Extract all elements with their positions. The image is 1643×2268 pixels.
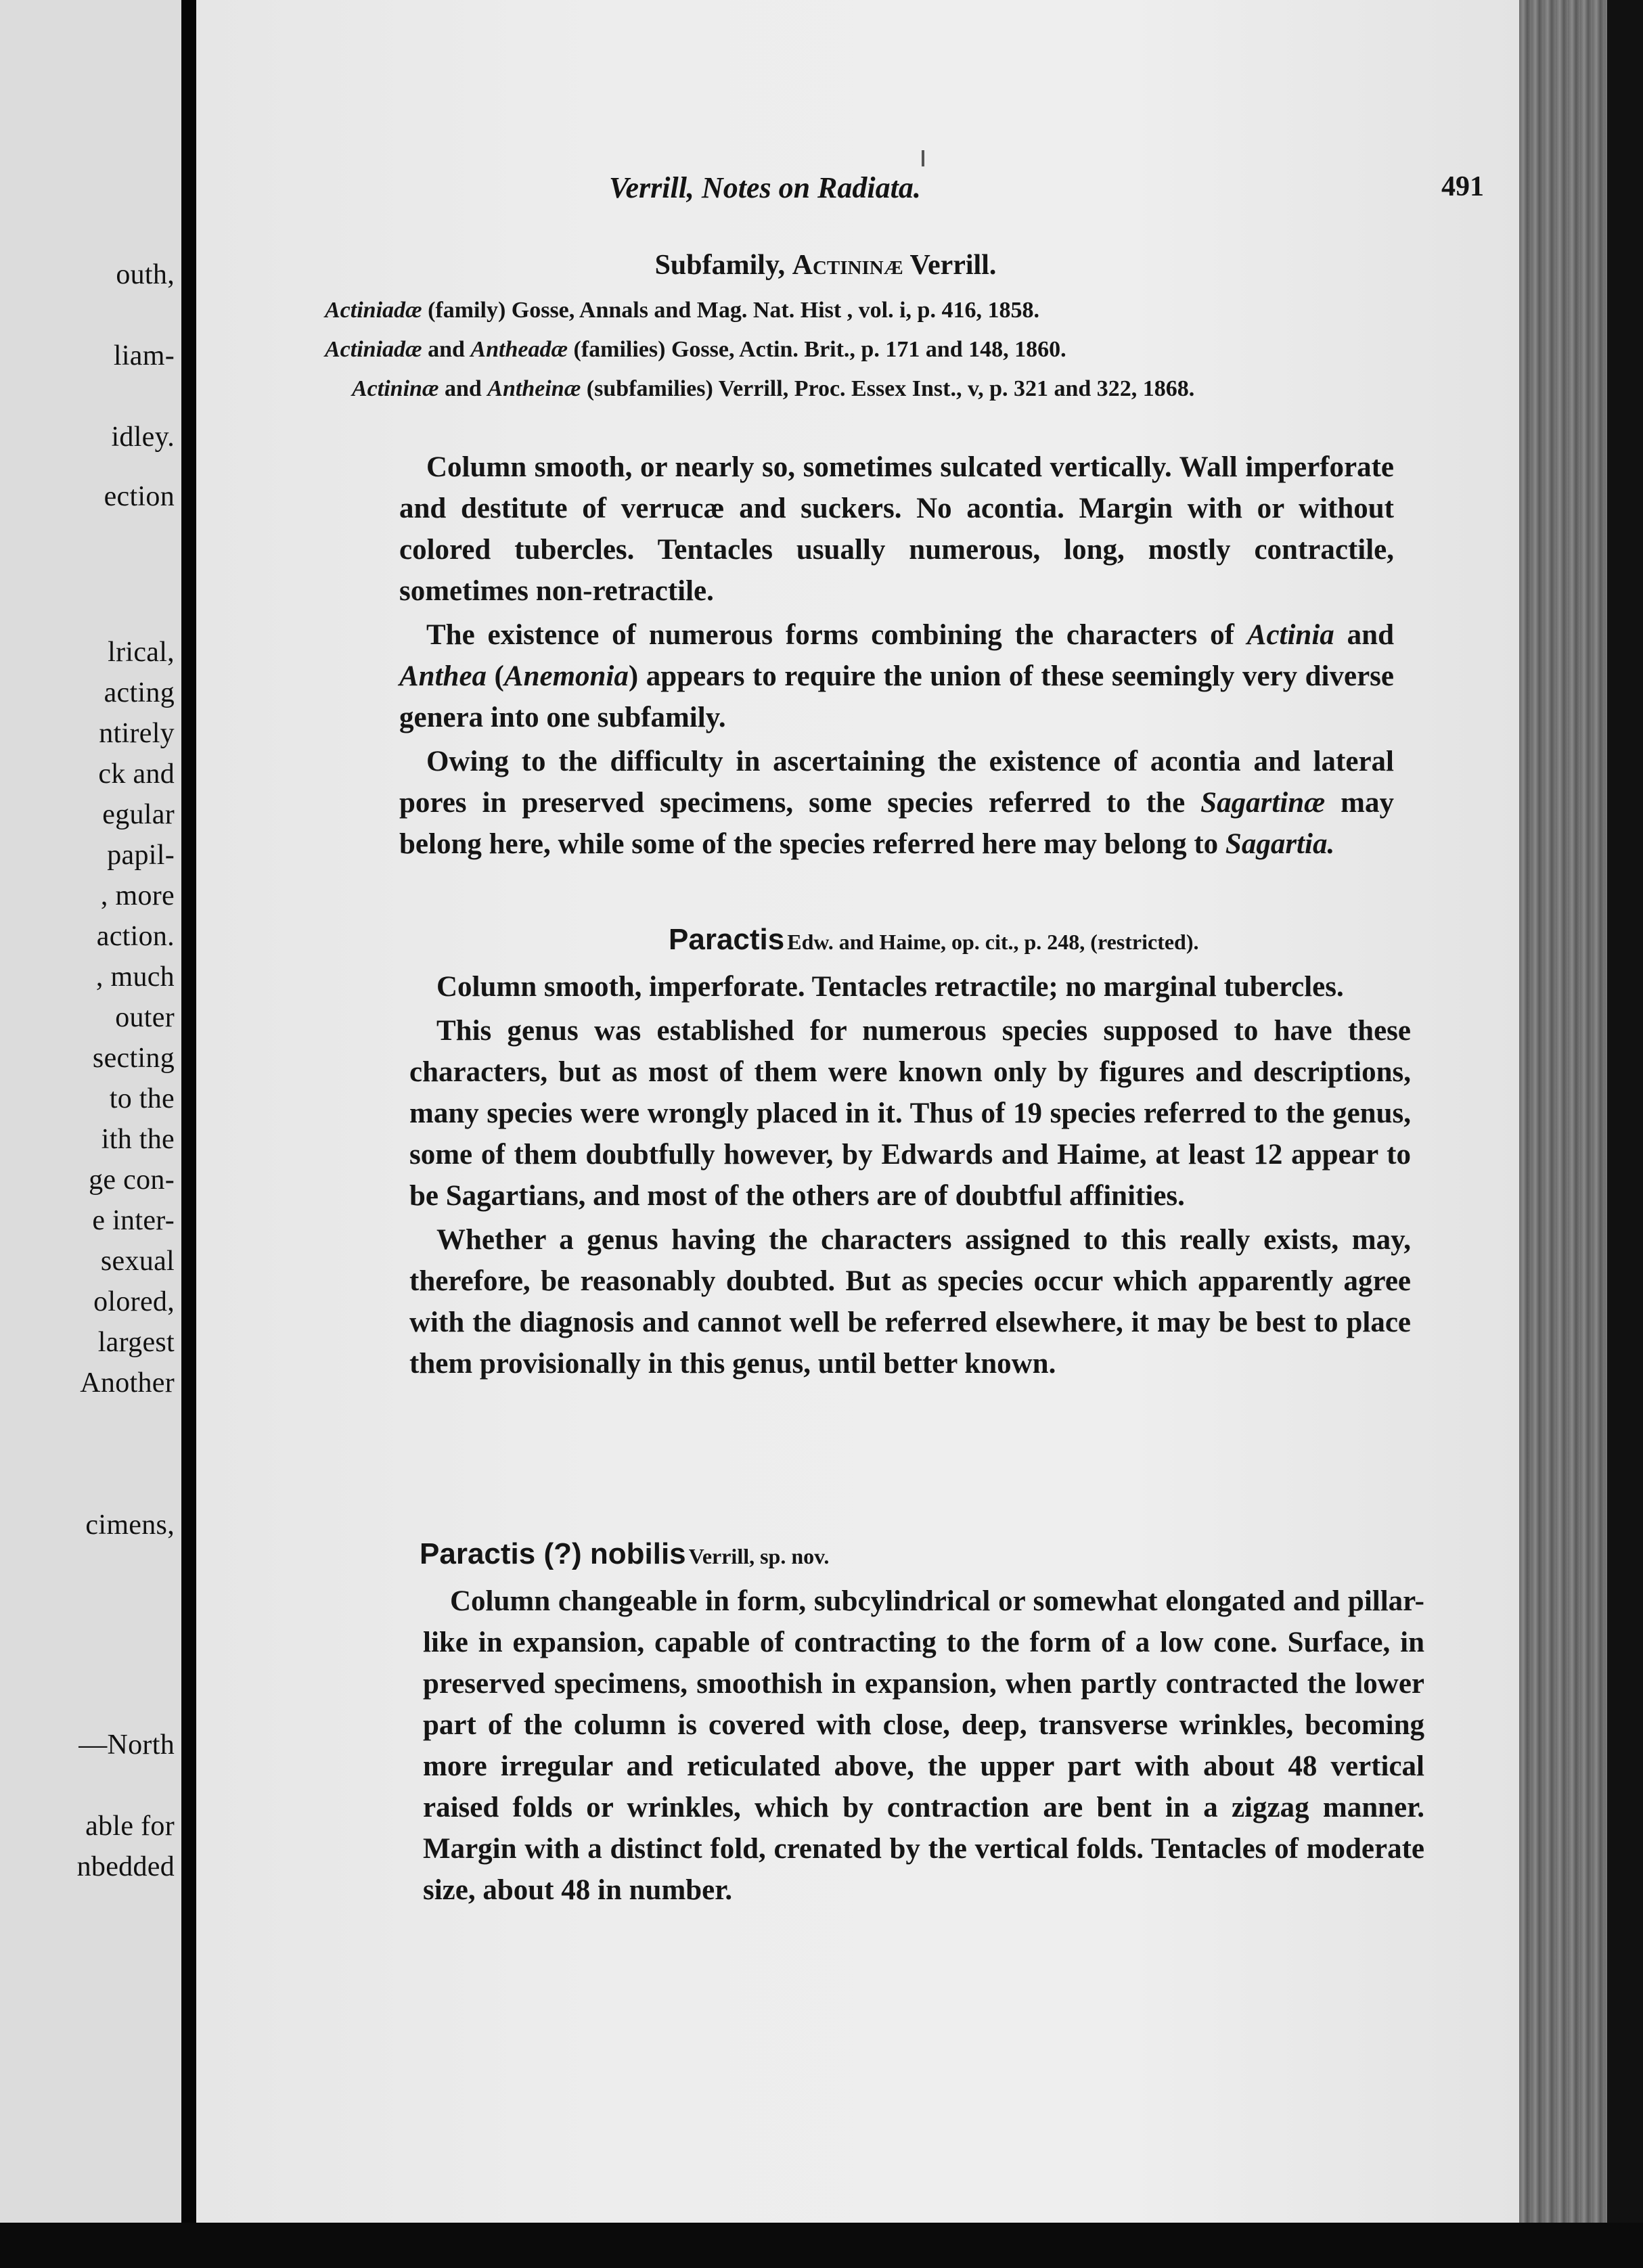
- genus-heading: [669, 923, 1413, 957]
- running-head-title: Verrill, Notes on Radiata.: [609, 171, 921, 204]
- paragraph: The existence of numerous forms combining the characters of Actinia and Anthea (Anemonia) appears to require the union of these seemingly very diverse genera into one subfamily.: [399, 619, 1394, 733]
- left-page-line: , much: [95, 961, 175, 993]
- background-bottom: [0, 2223, 1643, 2268]
- left-page-line: cimens,: [85, 1510, 175, 1541]
- subfamily-name: Actininæ: [792, 250, 903, 281]
- left-page-line: idley.: [111, 422, 175, 453]
- left-page-line: ntirely: [99, 718, 175, 749]
- paragraph: Column changeable in form, subcylindrical or somewhat elongated and pillar-like in expansion, capable of contracting to the form of a low cone. Surface, in preserved specimens, smoothish in expansion, when partly contracted the lower part of the column is covered with close, deep, transverse wrinkles, becoming more irregular and reticulated above, the upper part with about 48 vertical raised folds or wrinkles, which by contraction are bent in a zigzag manner. Margin with a distinct fold, crenated by the vertical folds. Tentacles of moderate size, about 48 in number.: [423, 1585, 1424, 1906]
- species-heading: [420, 1537, 1164, 1571]
- paragraph: Column smooth, or nearly so, sometimes sulcated vertically. Wall imperforate and destitute of verrucæ and suckers. No acontia. Margin with or without colored tubercles. Tentacles usually numerous, long, mostly contractile, sometimes non-retractile.: [399, 451, 1394, 607]
- left-page-line: able for: [85, 1811, 175, 1842]
- left-page-line: papil-: [107, 840, 175, 871]
- page-491: [196, 0, 1519, 2268]
- synonym-taxon: Antheadæ: [470, 337, 568, 362]
- species-authority: Verrill, sp. nov.: [688, 1544, 830, 1568]
- left-page-line: liam-: [113, 340, 175, 371]
- subfamily-heading: [298, 249, 1353, 281]
- species-description: [423, 1581, 1424, 1911]
- left-page-line: nbedded: [76, 1851, 175, 1882]
- synonym-taxon: Actiniadæ: [325, 298, 422, 323]
- paragraph: Owing to the difficulty in ascertaining the existence of acontia and lateral pores in preserved specimens, some species referred to the Sagartinæ may belong here, while some of the species referred here may belong to Sagartia.: [399, 746, 1394, 860]
- paragraph: Column smooth, imperforate. Tentacles retractile; no marginal tubercles.: [436, 971, 1344, 1003]
- background-edge: [1607, 0, 1643, 2268]
- subfamily-author: Verrill.: [909, 250, 997, 281]
- synonym-taxon: Actiniadæ: [325, 337, 422, 362]
- ink-mark: [922, 150, 924, 166]
- left-page-line: —North: [78, 1729, 175, 1761]
- subfamily-description: [399, 447, 1394, 865]
- genus-authority: Edw. and Haime, op. cit., p. 248, (restricted).: [787, 930, 1199, 954]
- left-page-line: lrical,: [108, 637, 175, 668]
- left-page-line: , more: [100, 880, 175, 911]
- paragraph: This genus was established for numerous species supposed to have these characters, but as most of them were known only by figures and descriptions, many species were wrongly placed in it. Thus of 19 species referred to the genus, some of them doubtfully however, by Edwards and Haime, at least 12 appear to be Sagartians, and most of the others are of doubtful affinities.: [409, 1015, 1411, 1212]
- left-page-line: egular: [102, 799, 175, 830]
- left-page-line: outer: [115, 1002, 175, 1033]
- left-page-line: Another: [80, 1367, 175, 1399]
- synonymy-entry: Actiniadæ and Antheadæ (families) Gosse, Actin. Brit., p. 171 and 148, 1860.: [325, 337, 1066, 362]
- left-page-line: secting: [92, 1043, 175, 1074]
- left-page-line: e inter-: [92, 1205, 175, 1236]
- left-page-line: action.: [96, 921, 175, 952]
- synonymy-entry: Actininæ and Antheinæ (subfamilies) Verrill, Proc. Essex Inst., v, p. 321 and 322, 1868.: [352, 376, 1195, 401]
- book-gutter: [181, 0, 196, 2268]
- left-facing-page: [0, 0, 181, 2268]
- subfamily-prefix: Subfamily,: [654, 250, 786, 281]
- genus-name: Paractis: [669, 923, 785, 956]
- synonym-taxon: Antheinæ: [487, 376, 581, 401]
- paragraph: Whether a genus having the characters assigned to this really exists, may, therefore, be reasonably doubted. But as species occur which apparently agree with the diagnosis and cannot well be referred elsewhere, it may be best to place them provisionally in this genus, until better known.: [409, 1224, 1411, 1380]
- page-edges: [1519, 0, 1607, 2268]
- synonymy-list: [298, 291, 1448, 409]
- left-page-line: ge con-: [89, 1164, 175, 1196]
- left-page-line: ection: [104, 481, 175, 512]
- left-page-line: acting: [104, 677, 175, 708]
- page-number: 491: [1441, 171, 1484, 202]
- left-page-line: ck and: [98, 758, 175, 790]
- left-page-line: largest: [97, 1327, 175, 1358]
- left-page-line: sexual: [100, 1246, 175, 1277]
- left-page-line: outh,: [116, 259, 175, 290]
- synonym-taxon: Actininæ: [352, 376, 439, 401]
- genus-description: [409, 966, 1411, 1384]
- species-name: Paractis (?) nobilis: [420, 1537, 686, 1570]
- left-page-line: ith the: [101, 1124, 175, 1155]
- left-page-line: to the: [109, 1083, 175, 1114]
- left-page-line: olored,: [93, 1286, 175, 1317]
- synonymy-entry: Actiniadæ (family) Gosse, Annals and Mag. Nat. Hist , vol. i, p. 416, 1858.: [325, 298, 1039, 323]
